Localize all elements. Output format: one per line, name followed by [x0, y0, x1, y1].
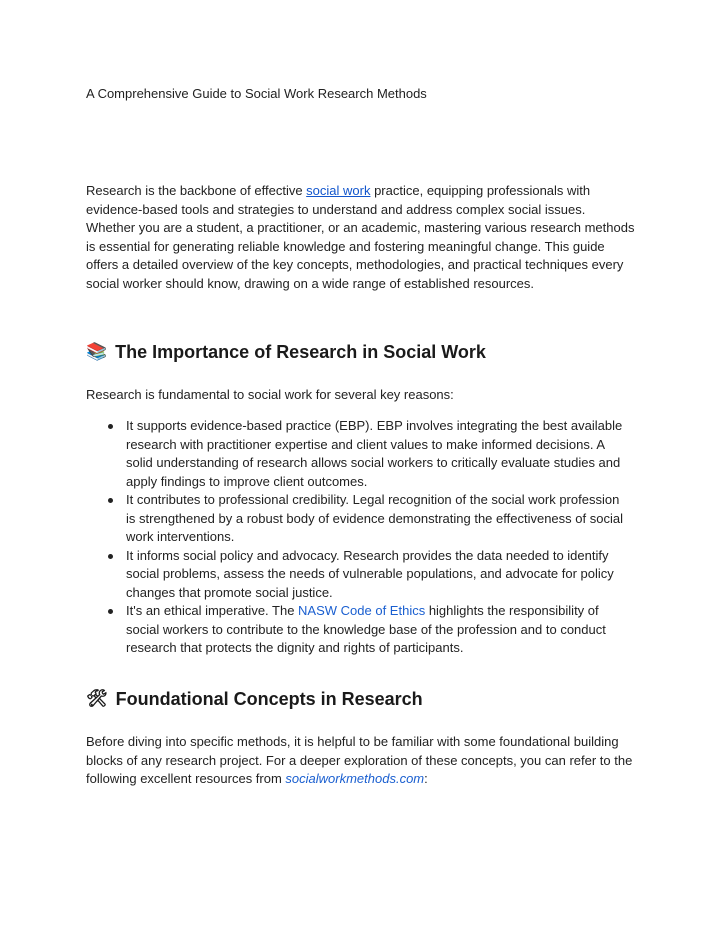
section-heading-foundational-text: Foundational Concepts in Research: [115, 689, 423, 709]
social-work-link[interactable]: social work: [306, 183, 371, 198]
list-item: [86, 602, 626, 658]
list-item: [86, 417, 626, 491]
socialworkmethods-link[interactable]: socialworkmethods.com: [285, 771, 425, 786]
list-item-text: It contributes to professional credibility. Legal recognition of the social work profession is strengthened by a robust body of evidence demonstrating the effectiveness of social work interventions.: [126, 492, 623, 544]
foundational-paragraph: [86, 733, 638, 789]
list-item: [86, 491, 626, 547]
list-item-text: It supports evidence-based practice (EBP). EBP involves integrating the best available research with practitioner expertise and client values to make informed decisions. A solid understanding of research allows social workers to critically evaluate studies and apply findings to improve client outcomes.: [126, 418, 623, 489]
books-icon: 📚: [86, 342, 108, 362]
importance-list: [86, 417, 626, 658]
intro-paragraph: [86, 182, 638, 293]
importance-lead: Research is fundamental to social work for several key reasons:: [86, 387, 454, 402]
bullet-dot: [108, 498, 113, 503]
bullet-dot: [108, 424, 113, 429]
list-item-text-after: highlights the responsibility of social workers to contribute to the knowledge base of the profession and to conduct research that protects the dignity and rights of participants.: [126, 603, 606, 655]
bullet-dot: [108, 554, 113, 559]
list-item: [86, 547, 626, 603]
document-title: A Comprehensive Guide to Social Work Research Methods: [86, 86, 427, 101]
intro-text-before: Research is the backbone of effective: [86, 183, 307, 198]
bullet-dot: [108, 609, 113, 614]
list-item-text-before: It's an ethical imperative. The: [126, 603, 299, 618]
foundational-text-before: Before diving into specific methods, it is helpful to be familiar with some foundational building blocks of any research project. For a deeper exploration of these concepts, you can refer to the following excellent resources from: [86, 734, 633, 786]
foundational-text-after: :: [424, 771, 428, 786]
intro-text-after: practice, equipping professionals with evidence-based tools and strategies to understand and address complex social issues. Whether you are a student, a practitioner, or an academic, mastering various research methods is essential for generating reliable knowledge and fostering meaningful change. This guide offers a detailed overview of the key concepts, methodologies, and practical techniques every social worker should know, drawing on a wide range of established resources.: [86, 183, 635, 291]
nasw-code-of-ethics-link[interactable]: NASW Code of Ethics: [298, 603, 426, 618]
hammer-and-wrench-icon: 🛠: [86, 689, 108, 709]
section-heading-foundational: [86, 689, 423, 710]
section-heading-importance: [86, 342, 486, 363]
list-item-text: It informs social policy and advocacy. Research provides the data needed to identify social problems, assess the needs of vulnerable populations, and advocate for policy changes that promote social justice.: [126, 547, 614, 600]
section-heading-importance-text: The Importance of Research in Social Work: [115, 342, 486, 362]
